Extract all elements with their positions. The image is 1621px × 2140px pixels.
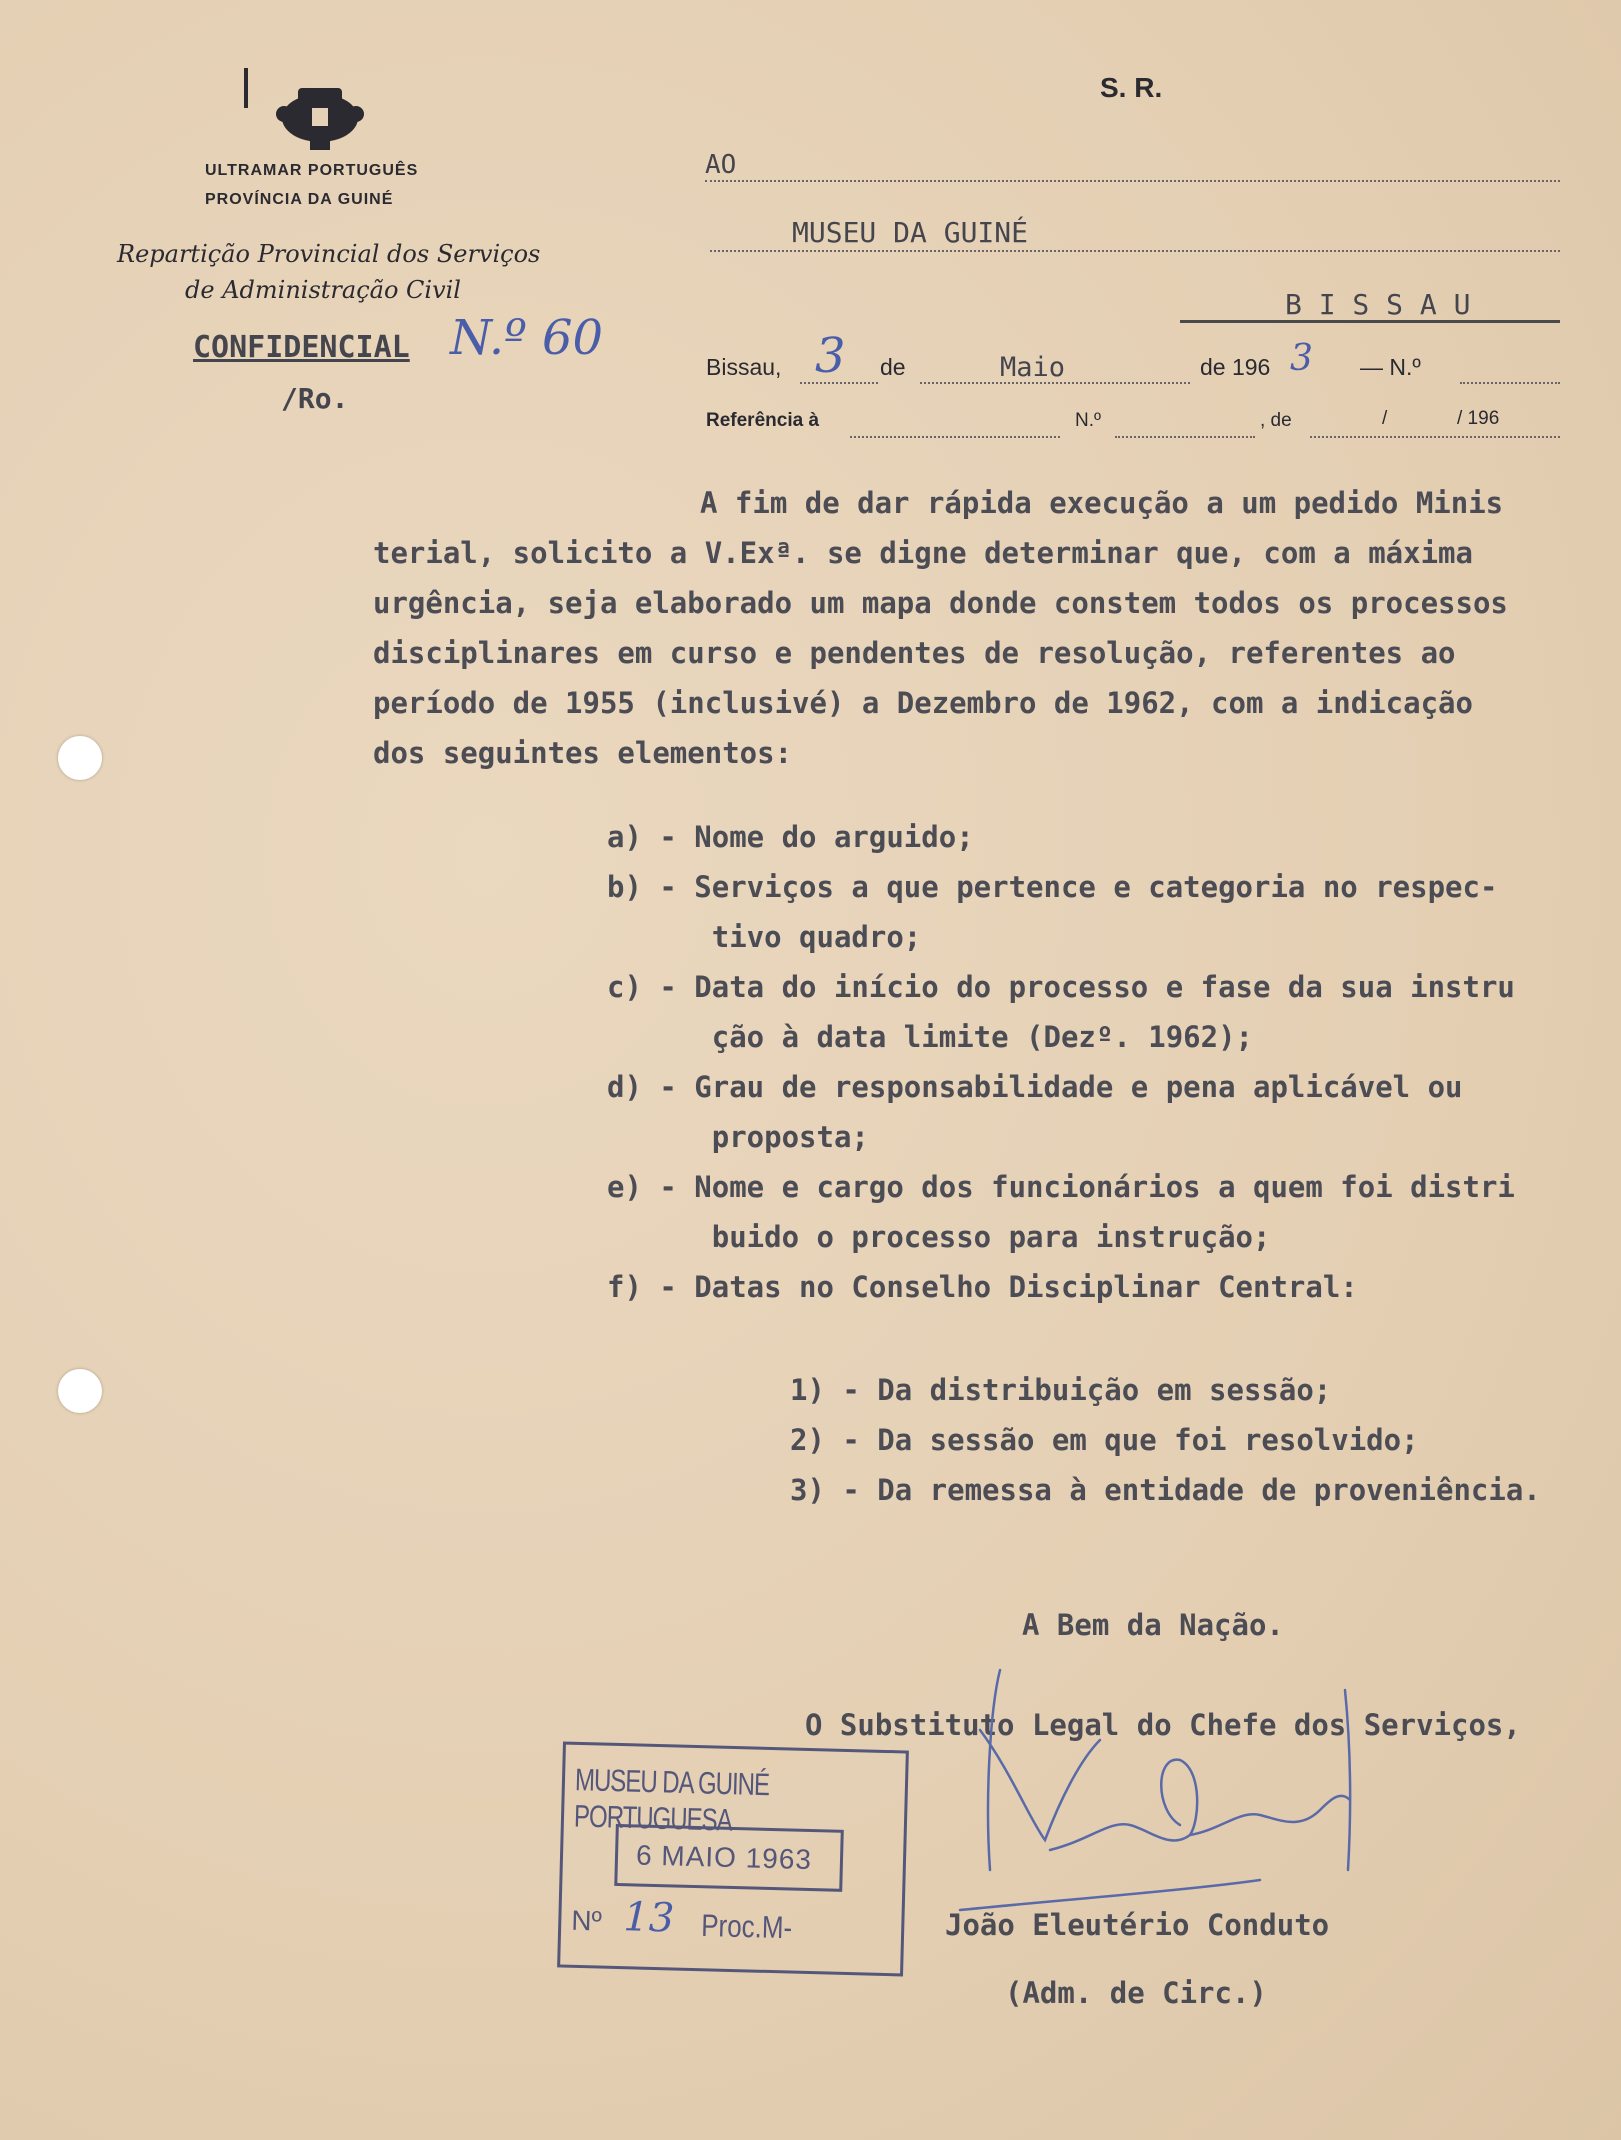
confidencial-stamp: CONFIDENCIAL <box>193 330 410 365</box>
list-item: e) - Nome e cargo dos funcionários a quem foi distri <box>607 1170 1515 1204</box>
number-field <box>1460 352 1560 384</box>
stamp-date: 6 MAIO 1963 <box>635 1839 813 1876</box>
list-item: buido o processo para instrução; <box>607 1220 1271 1254</box>
month-field <box>920 352 1190 384</box>
body-line-5: período de 1955 (inclusivé) a Dezembro de 1962, com a indicação <box>373 686 1473 720</box>
cidade-line <box>1180 288 1560 323</box>
destinatario: MUSEU DA GUINÉ <box>792 216 1029 249</box>
signatory-name: João Eleutério Conduto <box>945 1908 1330 1942</box>
destinatario-line <box>710 216 1560 252</box>
subitem: 2) - Da sessão em que foi resolvido; <box>790 1423 1419 1457</box>
items-list <box>607 812 1515 1312</box>
list-item: c) - Data do início do processo e fase da sua instru <box>607 970 1515 1004</box>
date-year-digit: 3 <box>1290 338 1313 379</box>
ref-label: Referência à <box>706 410 820 431</box>
subitem: 3) - Da remessa à entidade de proveniência. <box>790 1473 1541 1507</box>
punch-hole-bottom <box>58 1369 102 1413</box>
ao-label: AO <box>705 150 737 180</box>
list-item: ção à data limite (Dezº. 1962); <box>607 1020 1254 1054</box>
handwritten-number: N.º 60 <box>450 310 604 366</box>
ref-de-label: , de <box>1260 410 1292 431</box>
stamp-proc: Proc.M- <box>700 1907 793 1946</box>
subitems-list <box>790 1365 1541 1515</box>
reparticao-line-2: de Administração Civil <box>185 276 461 304</box>
list-item: f) - Datas no Conselho Disciplinar Central: <box>607 1270 1358 1304</box>
ref-field <box>850 406 1060 438</box>
ref-date-field <box>1310 406 1560 438</box>
signatory-position: (Adm. de Circ.) <box>1005 1976 1267 2010</box>
list-item: proposta; <box>607 1120 869 1154</box>
subitem: 1) - Da distribuição em sessão; <box>790 1373 1332 1407</box>
punch-hole-top <box>58 736 102 780</box>
stamp-date-box <box>614 1824 844 1892</box>
date-number-label: — N.º <box>1360 354 1421 380</box>
closing-title: O Substituto Legal do Chefe dos Serviços, <box>805 1708 1521 1742</box>
body-line-1: A fim de dar rápida execução a um pedido Minis <box>700 486 1504 520</box>
list-item: a) - Nome do arguido; <box>607 820 974 854</box>
ref-year: / 196 <box>1457 408 1500 429</box>
ao-line <box>705 150 1560 182</box>
margin-mark <box>244 68 248 108</box>
coat-of-arms-icon <box>270 78 370 158</box>
body-line-6: dos seguintes elementos: <box>373 736 793 770</box>
provincia-heading: PROVÍNCIA DA GUINÉ <box>205 191 394 208</box>
body-line-4: disciplinares em curso e pendentes de resolução, referentes ao <box>373 636 1456 670</box>
list-item: b) - Serviços a que pertence e categoria no respec- <box>607 870 1498 904</box>
list-item: d) - Grau de responsabilidade e pena aplicável ou <box>607 1070 1463 1104</box>
ref-n-field <box>1115 406 1255 438</box>
museum-stamp <box>557 1742 909 1977</box>
stamp-number-label: Nº <box>570 1904 603 1937</box>
list-item: tivo quadro; <box>607 920 922 954</box>
cidade: B I S S A U <box>1285 288 1471 321</box>
ref-slash: / <box>1382 408 1388 429</box>
sr-mark: S. R. <box>1100 72 1163 103</box>
reparticao-line-1: Repartição Provincial dos Serviços <box>117 240 541 268</box>
closing-salutation: A Bem da Nação. <box>1022 1608 1284 1642</box>
date-de-2: de 196 <box>1200 354 1271 380</box>
ref-code: /Ro. <box>281 382 349 415</box>
stamp-number-value: 13 <box>622 1894 675 1942</box>
date-day: 3 <box>815 328 846 384</box>
date-month: Maio <box>1000 352 1066 383</box>
date-place: Bissau, <box>706 354 782 380</box>
body-line-2: terial, solicito a V.Exª. se digne determinar que, com a máxima <box>373 536 1473 570</box>
stamp-title: MUSEU DA GUINÉ PORTUGUESA <box>573 1762 770 1839</box>
ultramar-heading: ULTRAMAR PORTUGUÊS <box>205 162 419 179</box>
body-line-3: urgência, seja elaborado um mapa donde constem todos os processos <box>373 586 1508 620</box>
date-de-1: de <box>880 354 906 380</box>
ref-n-label: N.º <box>1075 410 1101 431</box>
